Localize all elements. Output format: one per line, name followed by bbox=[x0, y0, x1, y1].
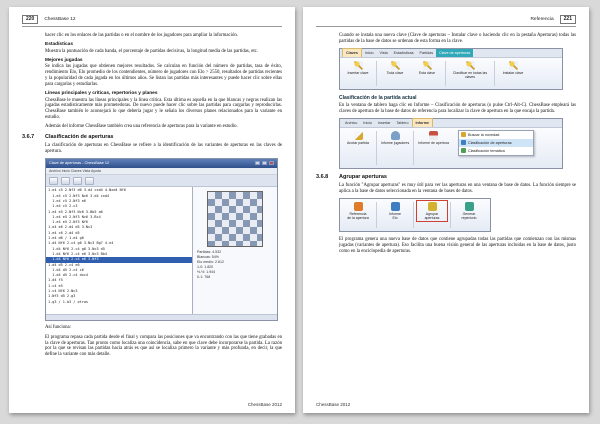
paragraph-agrupar-intro: La función "Agrupar aperturas" es muy útil para ver las aperturas en una ventana de base de datos. La función siempre se aplica a la base de datos seleccionada en la ventana de bases de datos. bbox=[339, 182, 576, 194]
ribbon-button-label: Elo bbox=[392, 216, 398, 221]
window-body bbox=[46, 187, 277, 314]
ribbon-button-label: Toda clave bbox=[386, 71, 404, 76]
ribbon-button-generar-repertorio bbox=[454, 201, 484, 221]
repertoire-icon bbox=[465, 202, 474, 211]
ribbon-button-label: Informe bbox=[389, 212, 401, 216]
ribbon-button-label: Clasificar en todas las claves bbox=[452, 71, 488, 80]
opening-key-row: 1.e4 c6 2.d4 d5 bbox=[48, 230, 80, 235]
ribbon-separator bbox=[413, 202, 414, 228]
ribbon-button-informe-jugadores bbox=[380, 130, 410, 146]
stat-row: Blancas: 54% bbox=[197, 255, 219, 260]
ribbon-tab-clave-de-aperturas: Clave de aperturas bbox=[436, 49, 473, 57]
paragraph-clasificacion-partida: En la ventana de tablero haga clic en Informe – Clasificación de aperturas (o pulse Ctrl-Alt-C). ChessBase empleará las claves de apertura de la base de datos de referencia para localizar la clave de apertura en la que encaja la partida. bbox=[339, 102, 576, 114]
key-icon bbox=[391, 61, 400, 70]
ribbon-tab-estadisticas: Estadísticas bbox=[393, 51, 414, 56]
opening-key-row: 1.e4 c5 2.c3 bbox=[48, 204, 78, 209]
heading-lineas-principales: Líneas principales y críticas, repertorios y planes bbox=[45, 91, 158, 97]
menu-item-label: Clasificación de aperturas bbox=[467, 140, 512, 145]
window-titlebar bbox=[46, 159, 277, 168]
running-title: Referencia bbox=[530, 17, 554, 22]
ribbon-tab-archivo: Archivo bbox=[345, 120, 358, 125]
toolbar-icon bbox=[85, 177, 94, 185]
menu-item-clasificacion-aperturas bbox=[459, 139, 533, 147]
openings-key-tree bbox=[46, 187, 193, 314]
left-page-footer: ChessBase 2012 bbox=[247, 402, 282, 407]
section-title: Agrupar aperturas bbox=[339, 173, 387, 180]
menu-item-clasificacion-tematica bbox=[459, 147, 533, 155]
ribbon-tab-inicio: Inicio bbox=[364, 51, 374, 56]
ribbon-separator bbox=[450, 202, 451, 228]
close-icon bbox=[269, 161, 274, 165]
section-heading-3-6-7 bbox=[22, 134, 282, 141]
paragraph-estadisticas: Muestra la puntuación de cada banda, el porcentaje de partidas decisivas, la longitud media de las partidas, etc. bbox=[45, 48, 258, 54]
thematic-classification-icon bbox=[461, 148, 466, 153]
novelty-icon bbox=[461, 132, 466, 137]
paragraph-cierre: El programa genera una nueva base de datos que contiene agrupadas todas las partidas que comienzan con las mismas jugadas (variantes de apertura). Eso facilita una buena visión general de las aperturas incluidas en la base de datos, justo como en la enciclopedia de aperturas. bbox=[339, 237, 576, 254]
ribbon-tab-informe: Informe bbox=[412, 118, 434, 127]
ribbon-button-instalar-clave bbox=[498, 60, 528, 76]
chessboard-preview bbox=[207, 191, 263, 247]
elo-report-icon bbox=[391, 202, 400, 211]
window-title: Clave de aperturas - ChessBase 12 bbox=[49, 161, 110, 166]
openings-classification-icon bbox=[461, 140, 466, 145]
opening-key-row: 1.e4 e5 2.Nf3 Nc6 3.Bc4 bbox=[48, 214, 101, 219]
running-title: ChessBase 12 bbox=[44, 17, 76, 22]
right-page-footer: ChessBase 2012 bbox=[316, 402, 351, 407]
ribbon-separator bbox=[376, 61, 377, 86]
maximize-icon bbox=[262, 161, 267, 165]
opening-key-row: 1.e4 c5 2.Nf3 e6 bbox=[48, 198, 86, 203]
paragraph-clasificacion-intro: La clasificación de aperturas en ChessBase se refiere a la identificación de las variantes de aperturas en las claves de apertura. bbox=[45, 143, 282, 154]
ribbon-tab-partidas: Partidas bbox=[419, 51, 434, 56]
ribbon-button-label: Agrupar bbox=[425, 212, 439, 216]
heading-estadisticas: Estadísticas bbox=[45, 42, 73, 48]
paragraph-asi-funciona: Así funciona: bbox=[45, 325, 71, 331]
ribbon-button-label: Referencia bbox=[349, 212, 367, 216]
paragraph-instalar-clave: Cuando se instala una nueva clave (Clave de aperturas – Instalar clave o haciendo clic en la pestaña Aperturas) todas las partidas de la base de datos se ordenan de esta forma en la clave. bbox=[339, 33, 576, 44]
page-number: 221 bbox=[560, 15, 576, 24]
keys-icon bbox=[466, 61, 475, 70]
ribbon-button-label: Anotar partida bbox=[347, 140, 369, 145]
opening-key-row: 1.d4 d5 2.c4 c6 bbox=[48, 267, 84, 272]
ribbon-button-anotar-partida bbox=[343, 130, 373, 146]
opening-key-row: 1.e4 d6 / 1.e4 g6 bbox=[48, 236, 84, 241]
menu-item-buscar-novedad bbox=[459, 131, 533, 139]
ribbon-separator bbox=[376, 202, 377, 228]
ribbon-button-label: Informe jugadores bbox=[381, 140, 410, 145]
opening-key-row: 1.d4 Nf6 2.c4 e6 3.Nf3 bbox=[46, 257, 192, 262]
stat-row: Elo medio: 2.612 bbox=[197, 260, 224, 265]
window-controls bbox=[254, 159, 274, 168]
opening-key-row: 1.Nf3 d5 2.g3 bbox=[48, 294, 76, 299]
ribbon-button-informe-elo bbox=[380, 201, 410, 221]
opening-key-row: 1.d4 Nf6 2.c4 g6 3.Nc3 d5 bbox=[48, 246, 105, 251]
heading-clasificacion-partida-actual: Clasificación de la partida actual bbox=[339, 95, 417, 102]
left-page-header bbox=[22, 15, 282, 27]
annotate-game-icon bbox=[354, 131, 363, 140]
right-page-body bbox=[316, 33, 576, 255]
stat-row: Partidas: 4.532 bbox=[197, 250, 222, 255]
opening-reference-icon bbox=[354, 202, 363, 211]
ribbon-tab-strip bbox=[340, 119, 562, 128]
ribbon-separator bbox=[376, 131, 377, 165]
stat-row: 0-1: 768 bbox=[197, 275, 211, 280]
ribbon-button-label: Esta clave bbox=[418, 71, 436, 76]
stat-row: ½-½: 1.944 bbox=[197, 270, 216, 275]
statistics-panel bbox=[193, 250, 277, 280]
left-page-body bbox=[22, 33, 282, 358]
opening-key-row: 1.d4 f5 bbox=[48, 278, 63, 283]
ribbon-separator bbox=[445, 61, 446, 86]
ribbon-button-referencia-apertura bbox=[343, 201, 373, 221]
minimize-icon bbox=[255, 161, 260, 165]
paragraph-lineas-principales: ChessBase le muestra las líneas principales y la línea crítica. Esta última es aquella en la que blancas y negras realizan las jugadas estadísticamente más prometedoras. De nuevo puede hacer clic sobre las partidas para cargarlas y reproducirlas. ChessBase también le aconsejará lo que debería jugar y le señala los diversos planes relacionados para la variante en estudio. bbox=[45, 97, 282, 121]
informe-dropdown-menu bbox=[458, 130, 534, 156]
ribbon-button-clasificar-todas bbox=[449, 60, 491, 80]
section-title: Clasificación de aperturas bbox=[45, 134, 114, 141]
ribbon-button-insertar-clave bbox=[343, 60, 373, 76]
ribbon-button-label: Generar bbox=[462, 212, 476, 216]
screenshot-openings-key-window bbox=[45, 158, 278, 321]
ribbon-button-informe-apertura bbox=[417, 130, 450, 146]
key-plus-icon bbox=[509, 61, 518, 70]
ribbon-button-label: Instalar clave bbox=[502, 71, 524, 76]
stat-row: 1-0: 1.820 bbox=[197, 265, 214, 270]
opening-key-row: 1.e4 e5 2.Nf3 Nc6 3.Bb5 a6 bbox=[48, 209, 103, 214]
ribbon-button-agrupar-aperturas bbox=[417, 201, 447, 221]
opening-key-row: 1.g3 / 1.b3 / otras bbox=[48, 299, 89, 304]
opening-key-row: 1.c4 Nf6 2.Nc3 bbox=[48, 288, 78, 293]
toolbar-icon bbox=[49, 177, 58, 185]
ribbon-tab-tablero: Tablero bbox=[396, 120, 409, 125]
ribbon-button-label: Informe de apertura bbox=[418, 140, 449, 145]
paragraph-cierre: El programa repasa cada partida desde el final y compara las posiciones que va encontrando con las que tiene grabadas en la clave de aperturas. Tan pronto como localiza una coincidencia, sabe en que clave debe incorporarse la partida. La razón por la que se revisan las partidas hacia atrás es que así se localiza primero la variante y más profunda, en decir, la que define la variante con más detalle. bbox=[45, 334, 282, 358]
ribbon-tab-insertar: Insertar bbox=[377, 120, 391, 125]
menu-item-label: Buscar la novedad bbox=[467, 132, 500, 137]
opening-key-row: 1.e4 e5 2.Nf3 Nf6 bbox=[48, 220, 89, 225]
group-openings-icon bbox=[428, 202, 437, 211]
ribbon-button-label: Insertar clave bbox=[347, 71, 369, 76]
section-heading-3-6-8 bbox=[316, 173, 576, 181]
ribbon-tab-vista: Vista bbox=[379, 51, 388, 56]
window-menubar: Archivo Inicio Claves Vista Ayuda bbox=[46, 168, 277, 175]
paragraph-nota-informe: Además del informe ChessBase también crea una referencia de aperturas para la variante en estudio. bbox=[45, 124, 238, 130]
opening-key-row: 1.e4 c5 2.Nf3 d6 3.d4 cxd4 4.Nxd4 Nf6 bbox=[48, 188, 126, 193]
screenshot-informe-ribbon bbox=[339, 118, 563, 169]
ribbon-buttons bbox=[340, 128, 562, 168]
screenshot-keys-ribbon bbox=[339, 48, 563, 90]
ribbon-buttons bbox=[340, 199, 490, 231]
window-statusbar bbox=[46, 314, 277, 320]
ribbon-tab-inicio: Inicio bbox=[363, 120, 372, 125]
key-icon bbox=[354, 61, 363, 70]
left-page bbox=[9, 7, 295, 413]
ribbon-button-toda-clave bbox=[380, 60, 410, 76]
opening-key-row: 1.d4 Nf6 2.c4 g6 3.Nc3 Bg7 4.e4 bbox=[48, 241, 114, 246]
players-report-icon bbox=[391, 131, 400, 140]
opening-key-row: 1.d4 d5 2.c4 dxc4 bbox=[48, 273, 89, 278]
right-page bbox=[303, 7, 589, 413]
toolbar-icon bbox=[61, 177, 70, 185]
opening-report-icon bbox=[429, 131, 438, 140]
ribbon-tab-claves: Claves bbox=[342, 48, 362, 57]
toolbar-icon bbox=[73, 177, 82, 185]
screenshot-agrupar-ribbon bbox=[339, 198, 491, 232]
preview-pane bbox=[193, 187, 277, 314]
opening-key-row: 1.e4 e6 2.d4 d5 3.Nc3 bbox=[48, 225, 93, 230]
heading-mejores-jugadas: Mejores jugadas bbox=[45, 58, 83, 64]
paragraph-intro: hacer clic en los enlaces de las partidas o en el nombre de los jugadores para ampliar la información. bbox=[45, 33, 238, 38]
opening-key-row: 1.d4 d5 2.c4 e6 bbox=[48, 262, 80, 267]
ribbon-button-esta-clave bbox=[412, 60, 442, 76]
opening-key-row: 1.e4 c5 2.Nf3 Nc6 3.d4 cxd4 bbox=[48, 193, 110, 198]
paragraph-mejores-jugadas: Se indica las jugadas que obtienen mejores resultados. Se calculan en función del número de partidas, tasa de éxito, rendimiento Elo, Elo promedio de los contendientes, número de jugadores con Elo > 2550, resultados de partidas recientes y la popularidad de cada jugada en los últimos años. Se listan las partidas más interesantes y puede hacer clic sobre ellas para cargarlas y estudiarlas. bbox=[45, 64, 282, 87]
ribbon-separator bbox=[494, 61, 495, 86]
section-number: 3.6.7 bbox=[22, 134, 35, 141]
ribbon-tab-strip bbox=[340, 49, 562, 58]
ribbon-buttons bbox=[340, 58, 562, 89]
opening-key-row: 1.d4 Nf6 2.c4 e6 3.Nc3 Bb4 bbox=[48, 251, 108, 256]
window-toolbar bbox=[46, 175, 277, 187]
ribbon-separator bbox=[413, 131, 414, 165]
ribbon-button-label: aperturas bbox=[424, 216, 440, 221]
ribbon-button-label: de la apertura bbox=[347, 216, 369, 221]
ribbon-button-label: repertorio bbox=[461, 216, 477, 221]
section-number: 3.6.8 bbox=[316, 173, 329, 180]
menu-item-label: Clasificación temática bbox=[467, 148, 505, 153]
key-icon bbox=[423, 61, 432, 70]
right-page-header bbox=[316, 15, 576, 27]
page-number: 220 bbox=[22, 15, 38, 24]
opening-key-row: 1.c4 e5 bbox=[48, 283, 63, 288]
